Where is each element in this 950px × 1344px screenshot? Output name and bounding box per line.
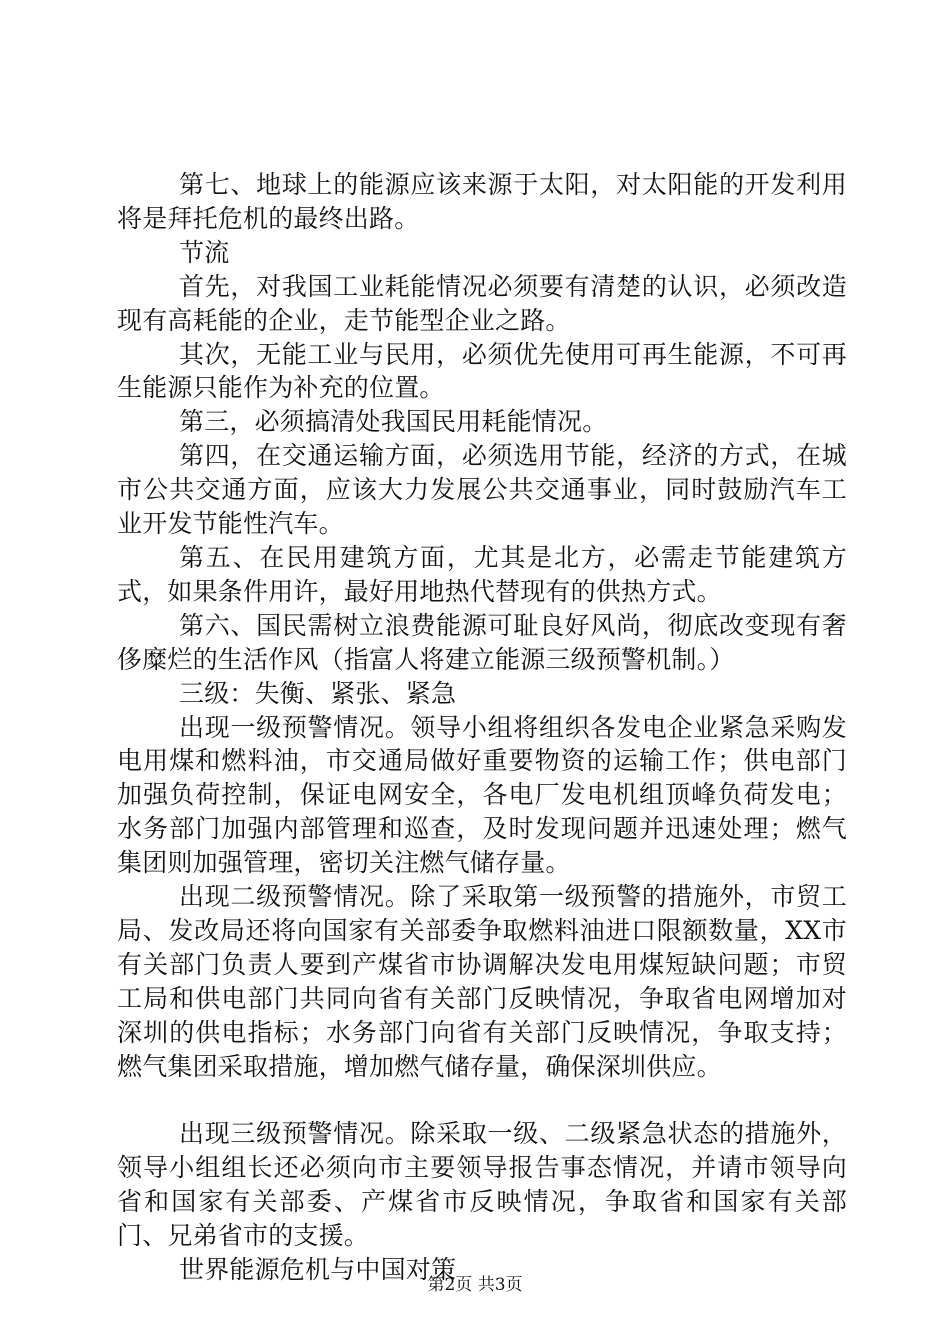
- body-text: [117, 168, 847, 1287]
- section-heading: 节流: [179, 237, 230, 267]
- paragraph: 第七、地球上的能源应该来源于太阳，对太阳能的开发利用将是拜托危机的最终出路。: [117, 170, 847, 233]
- paragraph: 首先，对我国工业耗能情况必须要有清楚的认识，必须改造现有高耗能的企业，走节能型企业之路。: [117, 271, 847, 335]
- paragraph: 第三，必须搞清处我国民用耗能情况。: [179, 407, 608, 437]
- paragraph: 第六、国民需树立浪费能源可耻良好风尚，彻底改变现有奢侈糜烂的生活作风（指富人将建立能源三级预警机制。）: [117, 610, 847, 674]
- paragraph: 其次，无能工业与民用，必须优先使用可再生能源，不可再生能源只能作为补充的位置。: [117, 339, 847, 403]
- section-heading: 世界能源危机与中国对策: [179, 1255, 457, 1285]
- paragraph: 三级：失衡、紧张、紧急: [179, 678, 457, 708]
- paragraph: 出现三级预警情况。除采取一级、二级紧急状态的措施外，领导小组组长还必须向市主要领导报告事态情况，并请市领导向省和国家有关部委、产煤省市反映情况，争取省和国家有关部门、兄弟省市的支援。: [117, 1119, 847, 1251]
- paragraph: 第五、在民用建筑方面，尤其是北方，必需走节能建筑方式，如果条件用许，最好用地热代替现有的供热方式。: [117, 542, 847, 606]
- page-number-footer: 第2页 共3页: [427, 1275, 523, 1295]
- paragraph: 出现一级预警情况。领导小组将组织各发电企业紧急采购发电用煤和燃料油，市交通局做好重要物资的运输工作；供电部门加强负荷控制，保证电网安全，各电厂发电机组顶峰负荷发电；水务部门加强内部管理和巡查，及时发现问题并迅速处理；燃气集团则加强管理，密切关注燃气储存量。: [117, 712, 847, 878]
- paragraph: 出现二级预警情况。除了采取第一级预警的措施外，市贸工局、发改局还将向国家有关部委争取燃料油进口限额数量，XX市有关部门负责人要到产煤省市协调解决发电用煤短缺问题；市贸工局和供电部门共同向省有关部门反映情况，争取省电网增加对深圳的供电指标；水务部门向省有关部门反映情况，争取支持；燃气集团采取措施，增加燃气储存量，确保深圳供应。: [117, 882, 847, 1081]
- paragraph: 第四，在交通运输方面，必须选用节能，经济的方式，在城市公共交通方面，应该大力发展公共交通事业，同时鼓励汽车工业开发节能性汽车。: [117, 441, 847, 539]
